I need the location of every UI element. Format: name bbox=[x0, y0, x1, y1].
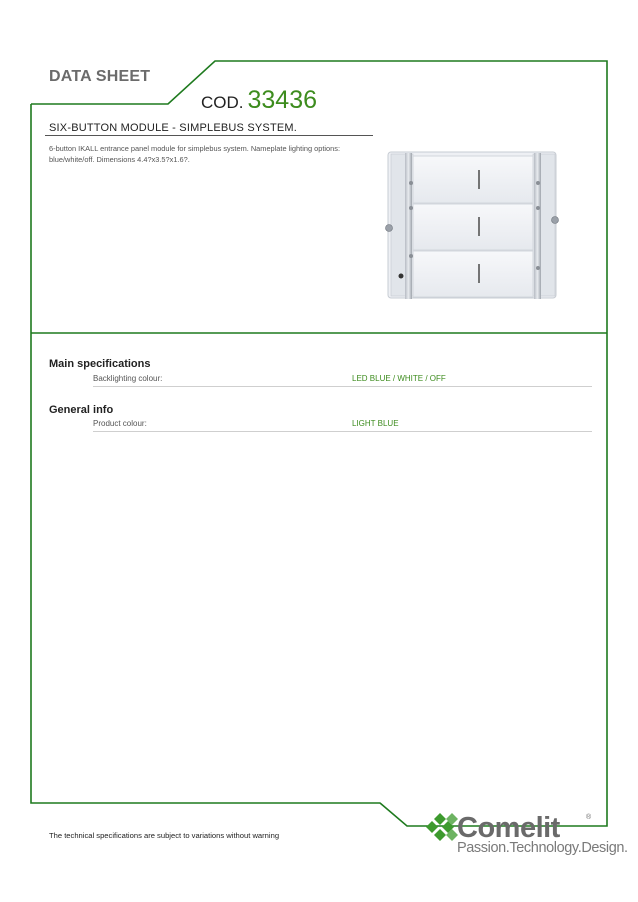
spec-row-backlighting bbox=[93, 374, 592, 387]
data-sheet-title: DATA SHEET bbox=[49, 68, 151, 85]
product-description: 6-button IKALL entrance panel module for simplebus system. Nameplate lighting options: blue/white/off. Dimensions 4.4?x3.5?x1.6?. bbox=[49, 144, 340, 164]
footer-disclaimer: The technical specifications are subject to variations without warning bbox=[49, 831, 280, 840]
spec-label: Backlighting colour: bbox=[93, 374, 163, 383]
spec-row-product-colour bbox=[93, 419, 592, 432]
spec-label: Product colour: bbox=[93, 419, 147, 428]
main-specs-title: Main specifications bbox=[49, 358, 151, 370]
spec-value: LED BLUE / WHITE / OFF bbox=[352, 374, 446, 383]
general-info-title: General info bbox=[49, 404, 114, 416]
product-code bbox=[201, 86, 317, 115]
code-label: COD. bbox=[201, 93, 244, 112]
spec-value: LIGHT BLUE bbox=[352, 419, 399, 428]
brand-tagline: Passion.Technology.Design. bbox=[457, 840, 628, 856]
code-number: 33436 bbox=[247, 86, 318, 114]
title-divider bbox=[45, 135, 373, 136]
brand-name: Comelit bbox=[457, 812, 560, 844]
registered-mark: ® bbox=[586, 814, 592, 821]
product-image bbox=[383, 148, 563, 300]
product-title: SIX-BUTTON MODULE - SIMPLEBUS SYSTEM. bbox=[49, 122, 298, 134]
